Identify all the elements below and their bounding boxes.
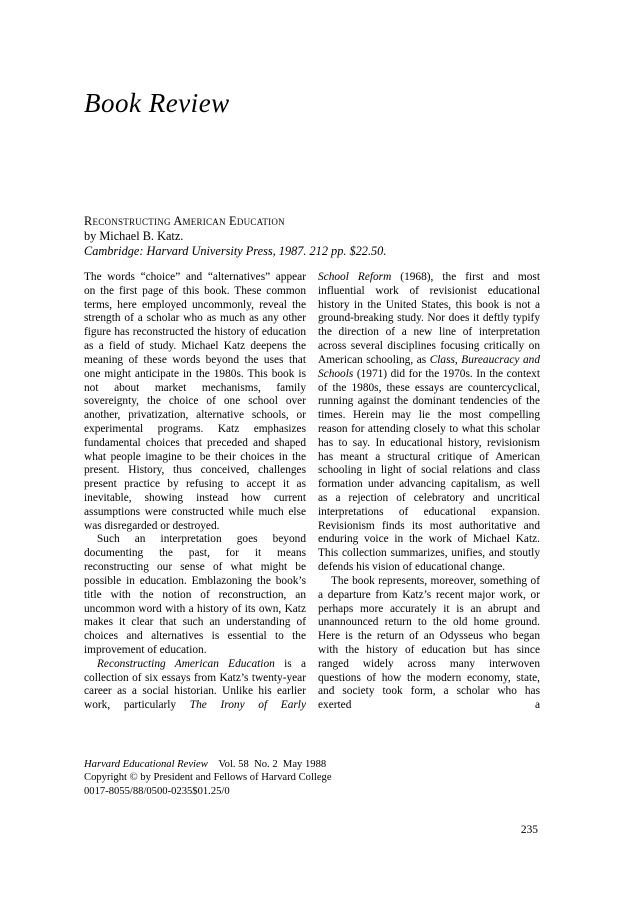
footer-journal-line: Harvard Educational Review Vol. 58 No. 2 May 1988 (84, 759, 327, 770)
italic-title: Class, Bureaucracy and Schools (318, 353, 540, 380)
body-columns (84, 271, 540, 741)
body-column-left (84, 271, 306, 713)
paragraph: The words “choice” and “alternatives” appear on the first page of this book. These common terms, here employed uncommonly, reveal the strength of a scholar who as much as any other figure has reconstructed the history of education as a field of study. Michael Katz deepens the meaning of these words beyond the uses that one might anticipate in the 1980s. This book is not about market mechanisms, family sovereignty, the choice of one school over another, privatization, alternative schools, or experimental programs. Katz emphasizes fundamental choices that preceded and shaped what people imagine to be their choices in the present. History, thus conceived, challenges present practice by refusing to accept it as inevitable, showing instead how current assumptions were constructed while much else was disregarded or destroyed. (84, 271, 306, 532)
paragraph: Such an interpretation goes beyond documenting the past, for it means reconstructing our sense of what might be possible in education. Emblazoning the book’s title with the notion of reconstruction, an uncommon word with a history of its own, Katz makes it clear that such an understanding of choices and alternatives is essential to the improvement of education. (84, 533, 306, 656)
page-title: Book Review (84, 88, 230, 118)
book-header (84, 214, 540, 260)
italic-title: The Irony of Early (189, 699, 306, 712)
paragraph: School Reform (1968), the first and most influential work of revisionist educational history in the United States, this book is not a ground-breaking study. Nor does it deftly typify the direction of a new line of interpretation across several disciplines focusing critically on American schooling, as Class, Bureaucracy and Schools (1971) did for the 1970s. In the context of the 1980s, these essays are countercyclical, running against the dominant tendencies of the times. Herein may lie the most compelling reason for attending closely to what this scholar has to say. In educational history, revisionism has meant a structural critique of American schooling in light of social relations and class formation under advancing capitalism, as well as a rejection of celebratory and uncritical interpretations of educational expansion. Revisionism finds its most authoritative and enduring voice in the work of Michael Katz. This collection summarizes, unifies, and stoutly defends his vision of educational change. (318, 271, 540, 574)
footer-copyright-line: Copyright © by President and Fellows of Harvard College (84, 772, 332, 784)
book-author: by Michael B. Katz. (84, 229, 184, 244)
footer-journal-name: Harvard Educational Review (84, 759, 208, 770)
book-publication-info: Cambridge: Harvard University Press, 1987. 212 pp. $22.50. (84, 244, 387, 259)
paragraph: Reconstructing American Education is a collection of six essays from Katz’s twenty-year career as a social historian. Unlike his earlier work, particularly The Irony of Early (84, 657, 306, 712)
book-title: Reconstructing American Education (84, 214, 285, 228)
footer (84, 758, 540, 798)
paragraph: The book represents, moreover, something of a departure from Katz’s recent major work, or perhaps more accurately it is an abrupt and unannounced return to the old home ground. Here is the return of an Odysseus who began with the history of education but has since ranged widely across many interwoven questions of how the modern economy, state, and society took form, a scholar who has exerted a (318, 574, 540, 712)
footer-issn-line: 0017-8055/88/0500-0235$01.25/0 (84, 785, 230, 797)
italic-title: School Reform (318, 271, 392, 283)
page-number: 235 (520, 824, 538, 836)
body-column-right (318, 271, 540, 713)
italic-title: Reconstructing American Education (97, 657, 275, 670)
